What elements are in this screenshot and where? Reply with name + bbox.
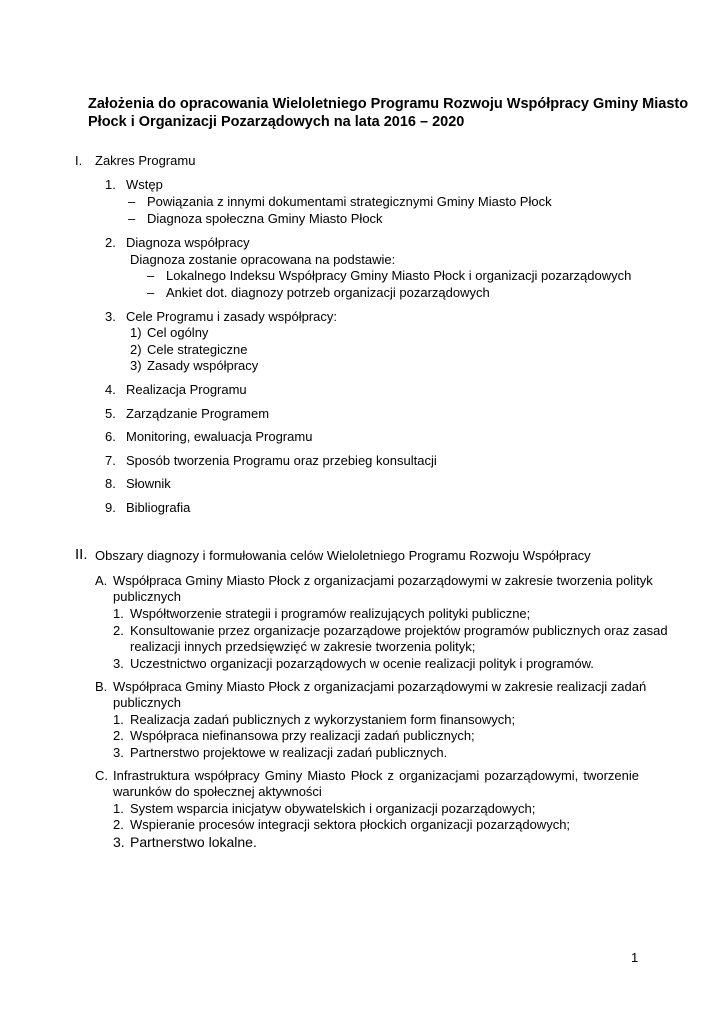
- area-item: Partnerstwo lokalne.: [130, 834, 257, 850]
- list-item-label: Zarządzanie Programem: [126, 406, 270, 421]
- area-heading-line-2: publicznych: [113, 589, 181, 604]
- area-item-number: 2.: [113, 817, 124, 832]
- list-item-number: 3.: [105, 309, 116, 324]
- area-heading-line-1: Współpraca Gminy Miasto Płock z organizacjami pozarządowymi w zakresie realizacji zadań: [113, 679, 647, 694]
- sub-item: Cele strategiczne: [147, 342, 248, 357]
- sub-item: Lokalnego Indeksu Współpracy Gminy Miasto Płock i organizacji pozarządowych: [166, 268, 632, 283]
- list-item-label: Słownik: [126, 476, 171, 491]
- section-1-heading: Zakres Programu: [95, 153, 196, 168]
- document-title-line-2: Płock i Organizacji Pozarządowych na lata 2016 – 2020: [88, 114, 465, 130]
- area-item: Konsultowanie przez organizacje pozarządowe projektów programów publicznych oraz zasad: [130, 623, 668, 638]
- list-item-number: 6.: [105, 429, 116, 444]
- area-item: Partnerstwo projektowe w realizacji zadań publicznych.: [130, 745, 448, 760]
- sub-item: Diagnoza społeczna Gminy Miasto Płock: [147, 211, 383, 226]
- area-heading-line-2: publicznych: [113, 695, 181, 710]
- section-1-number: I.: [75, 153, 83, 168]
- area-heading-line-2: warunków do społecznej aktywności: [113, 784, 322, 799]
- page-number: 1: [631, 950, 639, 965]
- list-item-label: Diagnoza współpracy: [126, 235, 250, 250]
- list-item-label: Monitoring, ewaluacja Programu: [126, 429, 313, 444]
- area-letter: B.: [95, 679, 108, 694]
- dash-bullet: –: [147, 268, 155, 283]
- area-item-number: 2.: [113, 623, 124, 638]
- document-title-line-1: Założenia do opracowania Wieloletniego Programu Rozwoju Współpracy Gminy Miasto: [88, 96, 689, 112]
- area-item-number: 2.: [113, 728, 124, 743]
- section-2-heading: Obszary diagnozy i formułowania celów Wieloletniego Programu Rozwoju Współpracy: [95, 548, 591, 563]
- area-item: Współtworzenie strategii i programów realizujących polityki publiczne;: [130, 606, 531, 621]
- area-item-number: 1.: [113, 712, 124, 727]
- list-item-number: 4.: [105, 382, 116, 397]
- list-item-number: 1.: [105, 177, 116, 192]
- list-item-label: Wstęp: [126, 177, 163, 192]
- list-item-label: Realizacja Programu: [126, 382, 247, 397]
- dash-bullet: –: [128, 211, 136, 226]
- list-item-label: Sposób tworzenia Programu oraz przebieg konsultacji: [126, 453, 437, 468]
- list-item-number: 7.: [105, 453, 116, 468]
- area-letter: C.: [95, 768, 108, 783]
- sub-item-number: 2): [130, 342, 142, 357]
- area-item-number: 1.: [113, 801, 124, 816]
- section-2-number: II.: [75, 546, 88, 563]
- list-item-number: 2.: [105, 235, 116, 250]
- list-item-number: 9.: [105, 500, 116, 515]
- list-item-number: 5.: [105, 406, 116, 421]
- area-heading-line-1: Współpraca Gminy Miasto Płock z organizacjami pozarządowymi w zakresie tworzenia polityk: [113, 573, 653, 588]
- sub-item-number: 1): [130, 325, 142, 340]
- area-letter: A.: [95, 573, 108, 588]
- area-item-number: 3.: [113, 656, 124, 671]
- area-item-number: 3.: [113, 745, 124, 760]
- sub-item: Ankiet dot. diagnozy potrzeb organizacji pozarządowych: [166, 285, 490, 300]
- area-item: Realizacja zadań publicznych z wykorzystaniem form finansowych;: [130, 712, 516, 727]
- area-item: Uczestnictwo organizacji pozarządowych w ocenie realizacji polityk i programów.: [130, 656, 594, 671]
- area-item: System wsparcia inicjatyw obywatelskich i organizacji pozarządowych;: [130, 801, 536, 816]
- diagnoza-intro: Diagnoza zostanie opracowana na podstawie:: [130, 252, 396, 267]
- area-item: Współpraca niefinansowa przy realizacji zadań publicznych;: [130, 728, 475, 743]
- list-item-number: 8.: [105, 476, 116, 491]
- area-item-number: 3.: [113, 834, 125, 850]
- dash-bullet: –: [147, 285, 155, 300]
- sub-item-number: 3): [130, 358, 142, 373]
- area-item-continuation: realizacji innych przedsięwzięć w zakresie tworzenia polityk;: [130, 639, 476, 654]
- sub-item: Zasady współpracy: [147, 358, 259, 373]
- area-item-number: 1.: [113, 606, 124, 621]
- list-item-label: Bibliografia: [126, 500, 191, 515]
- area-heading-line-1: Infrastruktura współpracy Gminy Miasto Płock z organizacjami pozarządowymi, tworzenie: [113, 768, 639, 783]
- sub-item: Cel ogólny: [147, 325, 209, 340]
- sub-item: Powiązania z innymi dokumentami strategicznymi Gminy Miasto Płock: [147, 194, 552, 209]
- area-item: Wspieranie procesów integracji sektora płockich organizacji pozarządowych;: [130, 817, 571, 832]
- list-item-label: Cele Programu i zasady współpracy:: [126, 309, 337, 324]
- dash-bullet: –: [128, 194, 136, 209]
